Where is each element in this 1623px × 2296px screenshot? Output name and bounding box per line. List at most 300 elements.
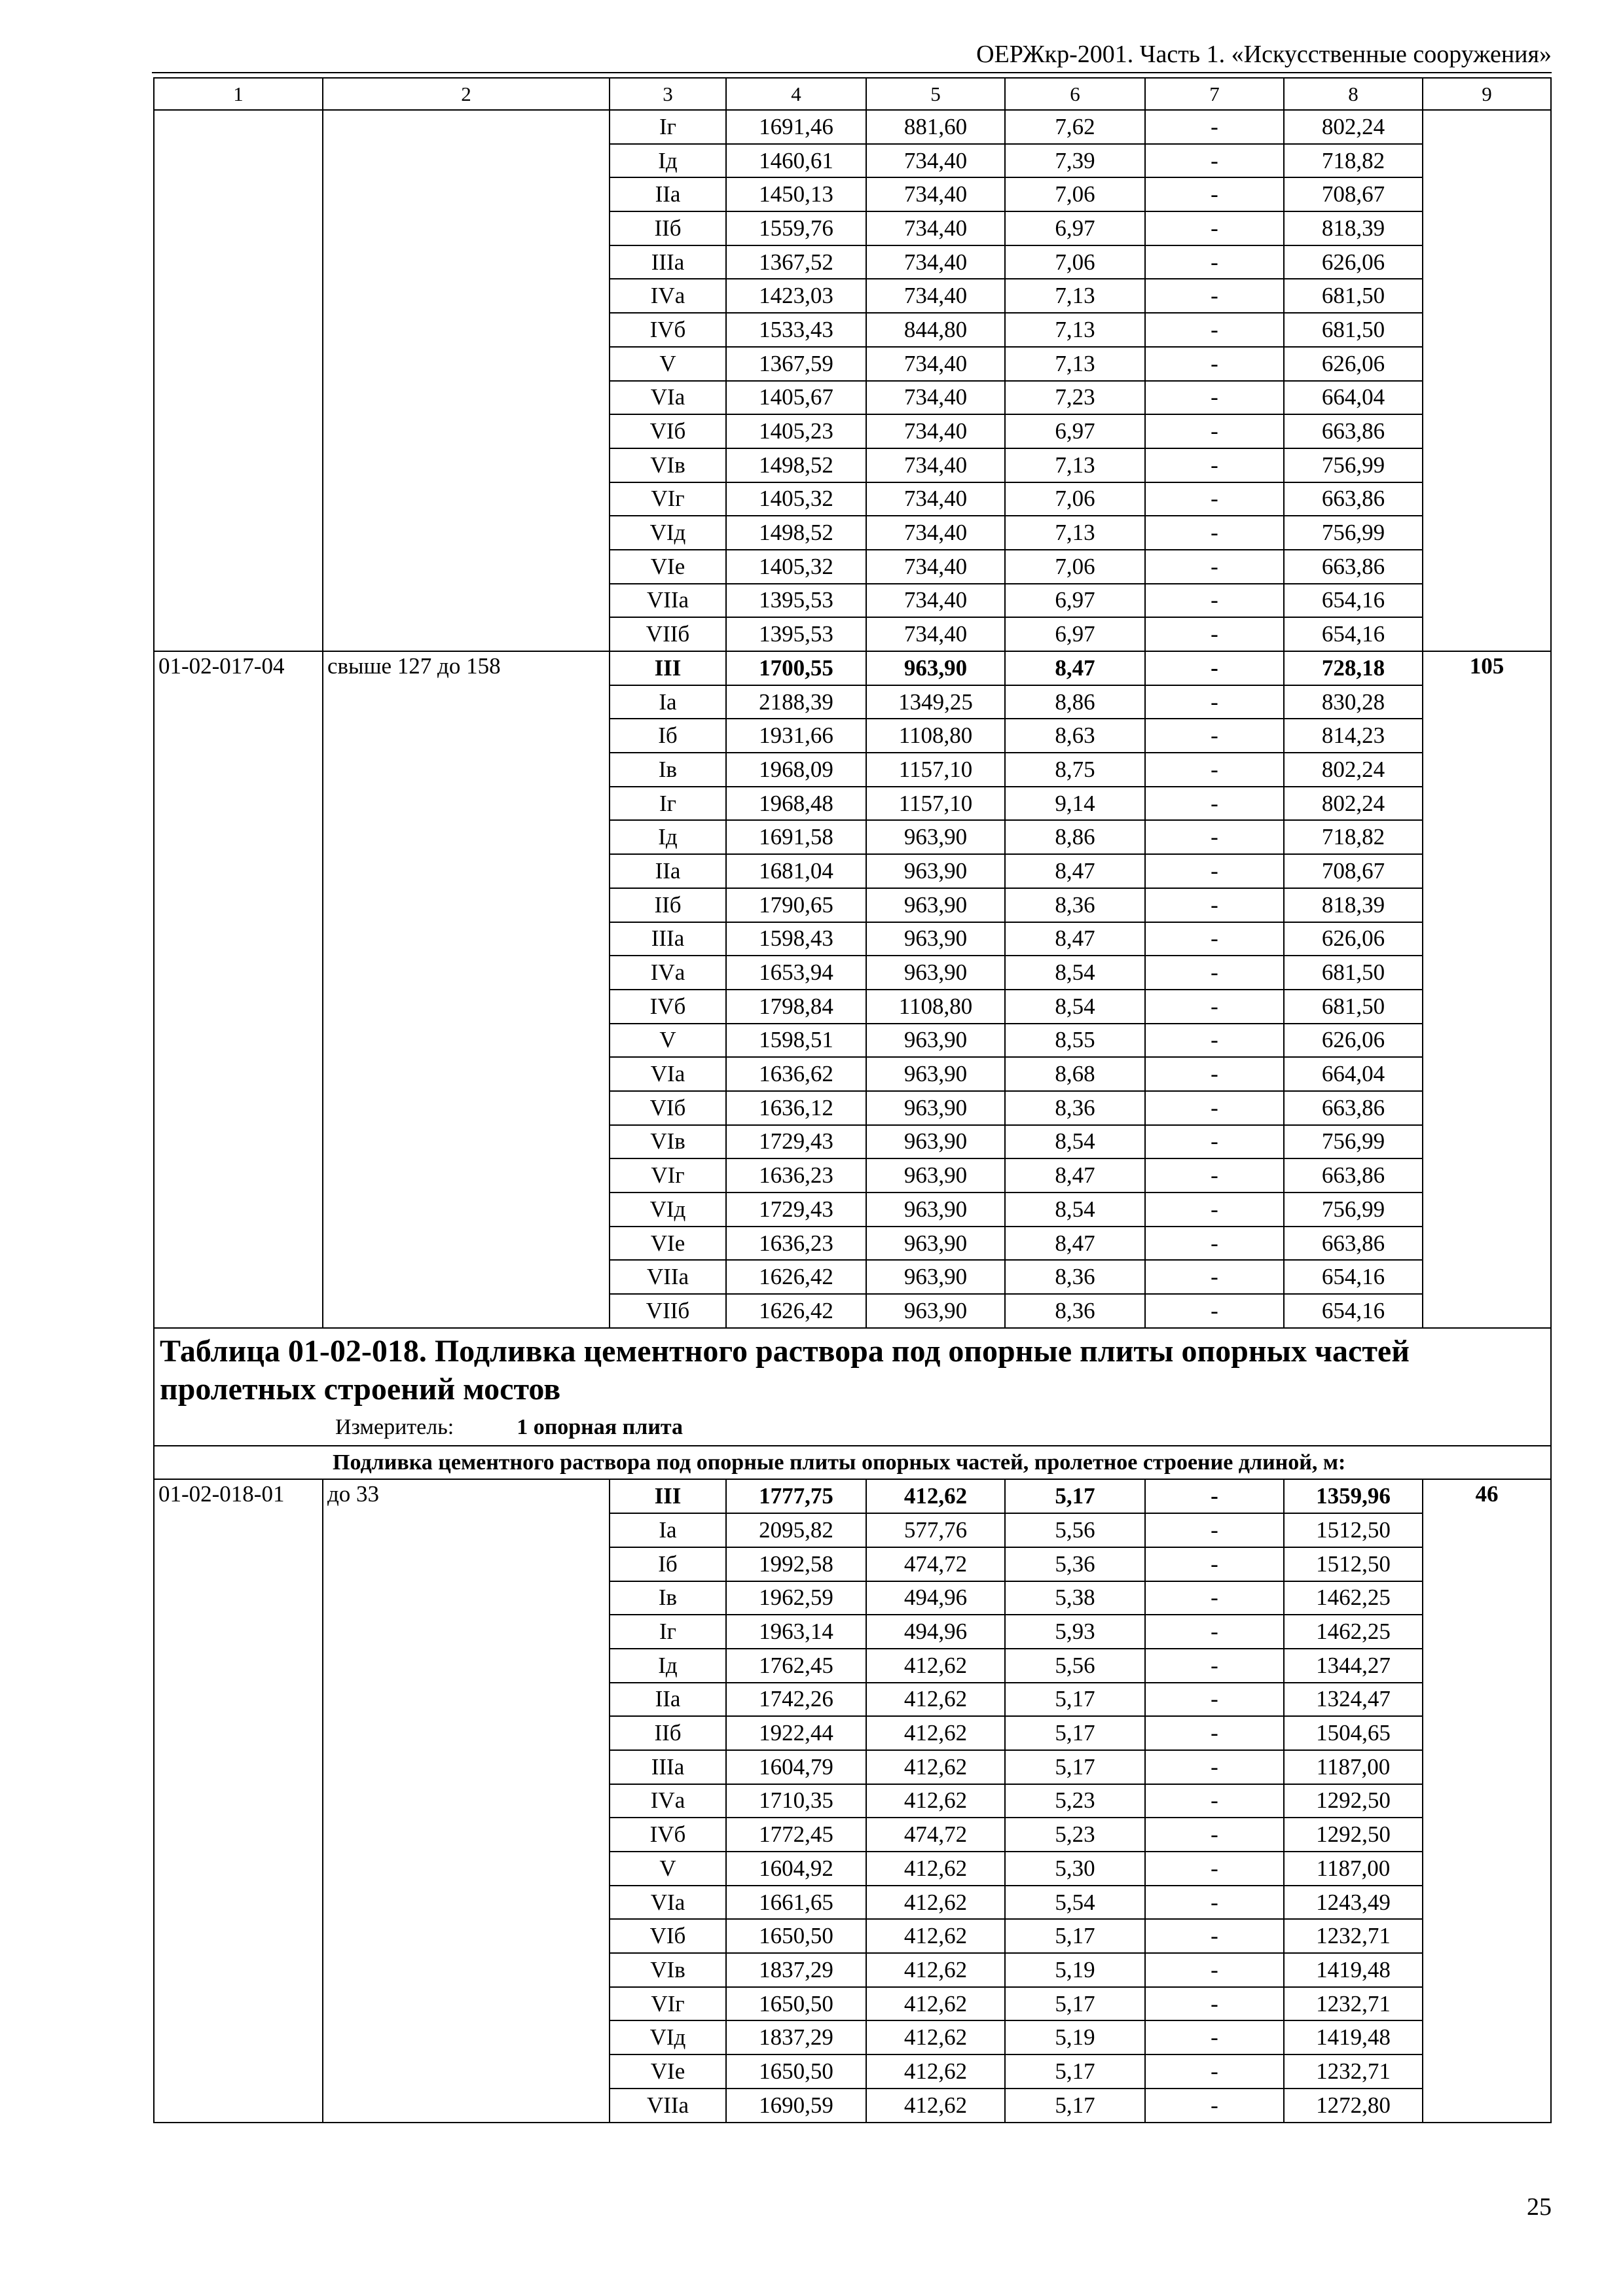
wages-cell: 1157,10 [866, 787, 1005, 821]
table-title-row [154, 1328, 1551, 1446]
materials-cell: 1462,25 [1284, 1615, 1423, 1649]
drivers-wages-cell: - [1145, 1886, 1284, 1920]
drivers-wages-cell: - [1145, 1125, 1284, 1159]
wages-cell: 412,62 [866, 1886, 1005, 1920]
drivers-wages-cell: - [1145, 617, 1284, 651]
materials-cell: 1232,71 [1284, 2054, 1423, 2089]
soil-group-cell: Iд [610, 1649, 726, 1683]
machines-cell: 5,56 [1005, 1513, 1145, 1547]
materials-cell: 663,86 [1284, 1227, 1423, 1261]
wages-cell: 412,62 [866, 1919, 1005, 1953]
table-row [154, 110, 1551, 144]
materials-cell: 1344,27 [1284, 1649, 1423, 1683]
soil-group-cell: VIIа [610, 1260, 726, 1294]
drivers-wages-cell: - [1145, 1852, 1284, 1886]
direct-cost-cell: 1604,92 [726, 1852, 866, 1886]
direct-cost-cell: 1837,29 [726, 1953, 866, 1987]
drivers-wages-cell: - [1145, 1953, 1284, 1987]
wages-cell: 412,62 [866, 2089, 1005, 2123]
direct-cost-cell: 1405,67 [726, 381, 866, 415]
soil-group-cell: VIе [610, 1227, 726, 1261]
drivers-wages-cell: - [1145, 1513, 1284, 1547]
drivers-wages-cell: - [1145, 922, 1284, 956]
direct-cost-cell: 1837,29 [726, 2020, 866, 2054]
column-number: 9 [1423, 78, 1551, 110]
direct-cost-cell: 1450,13 [726, 177, 866, 211]
drivers-wages-cell: - [1145, 651, 1284, 685]
column-number: 4 [726, 78, 866, 110]
soil-group-cell: VIг [610, 1158, 726, 1193]
materials-cell: 818,39 [1284, 888, 1423, 922]
machines-cell: 5,38 [1005, 1581, 1145, 1615]
wages-cell: 963,90 [866, 1125, 1005, 1159]
machines-cell: 8,47 [1005, 1227, 1145, 1261]
wages-cell: 963,90 [866, 1057, 1005, 1091]
direct-cost-cell: 1498,52 [726, 448, 866, 482]
materials-cell: 1272,80 [1284, 2089, 1423, 2123]
direct-cost-cell: 1729,43 [726, 1125, 866, 1159]
wages-cell: 734,40 [866, 482, 1005, 516]
drivers-wages-cell: - [1145, 584, 1284, 618]
work-description: Подливка цементного раствора под опорные плиты опорных частей, пролетное строение длиной, м: [154, 1446, 1551, 1480]
direct-cost-cell: 1604,79 [726, 1750, 866, 1784]
direct-cost-cell: 1636,23 [726, 1227, 866, 1261]
drivers-wages-cell: - [1145, 1750, 1284, 1784]
materials-cell: 663,86 [1284, 482, 1423, 516]
machines-cell: 8,55 [1005, 1024, 1145, 1058]
machines-cell: 8,86 [1005, 685, 1145, 719]
drivers-wages-cell: - [1145, 685, 1284, 719]
drivers-wages-cell: - [1145, 177, 1284, 211]
direct-cost-cell: 1636,12 [726, 1091, 866, 1125]
materials-cell: 1292,50 [1284, 1818, 1423, 1852]
machines-cell: 7,06 [1005, 550, 1145, 584]
machines-cell: 6,97 [1005, 584, 1145, 618]
workers-count-cell [1423, 110, 1551, 651]
header-rule [152, 72, 1552, 73]
wages-cell: 734,40 [866, 144, 1005, 178]
rate-code-cell [154, 110, 323, 651]
materials-cell: 1512,50 [1284, 1547, 1423, 1581]
soil-group-cell: VIIа [610, 584, 726, 618]
soil-group-cell: VIб [610, 1919, 726, 1953]
measure-unit-value: 1 опорная плита [517, 1414, 684, 1439]
span-range-cell: свыше 127 до 158 [323, 651, 610, 1328]
machines-cell: 5,30 [1005, 1852, 1145, 1886]
wages-cell: 494,96 [866, 1615, 1005, 1649]
column-number-row [154, 78, 1551, 110]
wages-cell: 577,76 [866, 1513, 1005, 1547]
soil-group-cell: IIIа [610, 922, 726, 956]
soil-group-cell: Iг [610, 1615, 726, 1649]
machines-cell: 8,36 [1005, 1091, 1145, 1125]
machines-cell: 5,54 [1005, 1886, 1145, 1920]
direct-cost-cell: 1405,32 [726, 482, 866, 516]
machines-cell: 5,17 [1005, 1919, 1145, 1953]
drivers-wages-cell: - [1145, 245, 1284, 279]
direct-cost-cell: 1790,65 [726, 888, 866, 922]
materials-cell: 654,16 [1284, 617, 1423, 651]
wages-cell: 734,40 [866, 177, 1005, 211]
machines-cell: 7,39 [1005, 144, 1145, 178]
machines-cell: 9,14 [1005, 787, 1145, 821]
table-row [154, 1479, 1551, 1513]
drivers-wages-cell: - [1145, 1158, 1284, 1193]
direct-cost-cell: 1968,48 [726, 787, 866, 821]
soil-group-cell: Iб [610, 1547, 726, 1581]
drivers-wages-cell: - [1145, 719, 1284, 753]
soil-group-cell: IIб [610, 888, 726, 922]
materials-cell: 681,50 [1284, 313, 1423, 347]
machines-cell: 5,19 [1005, 1953, 1145, 1987]
soil-group-cell: IIа [610, 1683, 726, 1717]
soil-group-cell: VIд [610, 2020, 726, 2054]
machines-cell: 7,62 [1005, 110, 1145, 144]
span-range-cell [323, 110, 610, 651]
soil-group-cell: Iв [610, 753, 726, 787]
wages-cell: 734,40 [866, 279, 1005, 313]
soil-group-cell: VIIб [610, 617, 726, 651]
direct-cost-cell: 2095,82 [726, 1513, 866, 1547]
soil-group-cell: IIа [610, 177, 726, 211]
soil-group-cell: VIIб [610, 1294, 726, 1328]
soil-group-cell: VIе [610, 550, 726, 584]
soil-group-cell: IVа [610, 956, 726, 990]
materials-cell: 802,24 [1284, 110, 1423, 144]
direct-cost-cell: 1963,14 [726, 1615, 866, 1649]
wages-cell: 963,90 [866, 1294, 1005, 1328]
machines-cell: 8,54 [1005, 956, 1145, 990]
soil-group-cell: VIв [610, 1125, 726, 1159]
direct-cost-cell: 1405,23 [726, 414, 866, 448]
materials-cell: 1232,71 [1284, 1987, 1423, 2021]
soil-group-cell: Iв [610, 1581, 726, 1615]
materials-cell: 1187,00 [1284, 1750, 1423, 1784]
column-number: 2 [323, 78, 610, 110]
materials-cell: 664,04 [1284, 1057, 1423, 1091]
direct-cost-cell: 1367,59 [726, 347, 866, 381]
drivers-wages-cell: - [1145, 482, 1284, 516]
materials-cell: 626,06 [1284, 245, 1423, 279]
soil-group-cell: VIе [610, 2054, 726, 2089]
machines-cell: 8,36 [1005, 888, 1145, 922]
materials-cell: 728,18 [1284, 651, 1423, 685]
wages-cell: 412,62 [866, 1852, 1005, 1886]
rate-code-cell: 01-02-017-04 [154, 651, 323, 1328]
soil-group-cell: V [610, 1024, 726, 1058]
direct-cost-cell: 1653,94 [726, 956, 866, 990]
drivers-wages-cell: - [1145, 381, 1284, 415]
drivers-wages-cell: - [1145, 550, 1284, 584]
drivers-wages-cell: - [1145, 1547, 1284, 1581]
soil-group-cell: Iб [610, 719, 726, 753]
soil-group-cell: VIг [610, 1987, 726, 2021]
machines-cell: 7,13 [1005, 347, 1145, 381]
drivers-wages-cell: - [1145, 1024, 1284, 1058]
materials-cell: 718,82 [1284, 820, 1423, 854]
soil-group-cell: IVб [610, 313, 726, 347]
measure-unit-line [160, 1414, 1545, 1441]
materials-cell: 681,50 [1284, 990, 1423, 1024]
materials-cell: 654,16 [1284, 584, 1423, 618]
drivers-wages-cell: - [1145, 854, 1284, 888]
machines-cell: 7,13 [1005, 516, 1145, 550]
materials-cell: 1232,71 [1284, 1919, 1423, 1953]
wages-cell: 844,80 [866, 313, 1005, 347]
wages-cell: 963,90 [866, 1260, 1005, 1294]
drivers-wages-cell: - [1145, 1987, 1284, 2021]
wages-cell: 734,40 [866, 448, 1005, 482]
direct-cost-cell: 1395,53 [726, 617, 866, 651]
direct-cost-cell: 1367,52 [726, 245, 866, 279]
soil-group-cell: III [610, 651, 726, 685]
soil-group-cell: IIб [610, 1716, 726, 1750]
soil-group-cell: VIв [610, 448, 726, 482]
materials-cell: 626,06 [1284, 347, 1423, 381]
machines-cell: 8,54 [1005, 1125, 1145, 1159]
soil-group-cell: VIб [610, 1091, 726, 1125]
drivers-wages-cell: - [1145, 820, 1284, 854]
wages-cell: 963,90 [866, 888, 1005, 922]
direct-cost-cell: 1636,62 [726, 1057, 866, 1091]
materials-cell: 1324,47 [1284, 1683, 1423, 1717]
machines-cell: 5,17 [1005, 1479, 1145, 1513]
direct-cost-cell: 1598,51 [726, 1024, 866, 1058]
wages-cell: 412,62 [866, 1750, 1005, 1784]
soil-group-cell: VIд [610, 1193, 726, 1227]
soil-group-cell: IIIа [610, 245, 726, 279]
materials-cell: 1243,49 [1284, 1886, 1423, 1920]
machines-cell: 5,17 [1005, 1716, 1145, 1750]
machines-cell: 8,54 [1005, 1193, 1145, 1227]
machines-cell: 7,06 [1005, 177, 1145, 211]
direct-cost-cell: 1962,59 [726, 1581, 866, 1615]
machines-cell: 7,13 [1005, 448, 1145, 482]
machines-cell: 8,86 [1005, 820, 1145, 854]
wages-cell: 734,40 [866, 381, 1005, 415]
soil-group-cell: Iг [610, 787, 726, 821]
drivers-wages-cell: - [1145, 1581, 1284, 1615]
direct-cost-cell: 1700,55 [726, 651, 866, 685]
materials-cell: 626,06 [1284, 922, 1423, 956]
wages-cell: 412,62 [866, 1649, 1005, 1683]
materials-cell: 663,86 [1284, 1158, 1423, 1193]
wages-cell: 1157,10 [866, 753, 1005, 787]
soil-group-cell: VIа [610, 1057, 726, 1091]
wages-cell: 963,90 [866, 854, 1005, 888]
drivers-wages-cell: - [1145, 211, 1284, 245]
wages-cell: 412,62 [866, 1784, 1005, 1818]
materials-cell: 663,86 [1284, 1091, 1423, 1125]
drivers-wages-cell: - [1145, 1193, 1284, 1227]
machines-cell: 8,75 [1005, 753, 1145, 787]
wages-cell: 474,72 [866, 1818, 1005, 1852]
direct-cost-cell: 1772,45 [726, 1818, 866, 1852]
wages-cell: 963,90 [866, 1193, 1005, 1227]
table-row [154, 651, 1551, 685]
page-number: 25 [1527, 2193, 1552, 2221]
direct-cost-cell: 1968,09 [726, 753, 866, 787]
wages-cell: 412,62 [866, 2020, 1005, 2054]
direct-cost-cell: 1691,46 [726, 110, 866, 144]
drivers-wages-cell: - [1145, 1716, 1284, 1750]
soil-group-cell: VIIа [610, 2089, 726, 2123]
wages-cell: 734,40 [866, 347, 1005, 381]
materials-cell: 1512,50 [1284, 1513, 1423, 1547]
materials-cell: 681,50 [1284, 279, 1423, 313]
soil-group-cell: VIв [610, 1953, 726, 1987]
materials-cell: 1187,00 [1284, 1852, 1423, 1886]
soil-group-cell: Iд [610, 820, 726, 854]
soil-group-cell: VIа [610, 381, 726, 415]
direct-cost-cell: 1533,43 [726, 313, 866, 347]
drivers-wages-cell: - [1145, 1615, 1284, 1649]
wages-cell: 734,40 [866, 550, 1005, 584]
machines-cell: 8,36 [1005, 1260, 1145, 1294]
wages-cell: 963,90 [866, 1227, 1005, 1261]
soil-group-cell: VIг [610, 482, 726, 516]
running-header: ОЕРЖкр-2001. Часть 1. «Искусственные сооружения» [976, 41, 1552, 68]
machines-cell: 7,06 [1005, 245, 1145, 279]
table-title: Таблица 01-02-018. Подливка цементного раствора под опорные плиты опорных частей пролетных строений мостов [160, 1333, 1410, 1407]
soil-group-cell: Iг [610, 110, 726, 144]
drivers-wages-cell: - [1145, 516, 1284, 550]
machines-cell: 8,47 [1005, 651, 1145, 685]
direct-cost-cell: 1661,65 [726, 1886, 866, 1920]
drivers-wages-cell: - [1145, 1649, 1284, 1683]
direct-cost-cell: 1636,23 [726, 1158, 866, 1193]
soil-group-cell: IVа [610, 279, 726, 313]
direct-cost-cell: 1922,44 [726, 1716, 866, 1750]
soil-group-cell: VIд [610, 516, 726, 550]
machines-cell: 8,47 [1005, 922, 1145, 956]
direct-cost-cell: 1762,45 [726, 1649, 866, 1683]
drivers-wages-cell: - [1145, 347, 1284, 381]
column-number: 1 [154, 78, 323, 110]
materials-cell: 756,99 [1284, 448, 1423, 482]
soil-group-cell: IIа [610, 854, 726, 888]
drivers-wages-cell: - [1145, 787, 1284, 821]
soil-group-cell: IIIа [610, 1750, 726, 1784]
direct-cost-cell: 1598,43 [726, 922, 866, 956]
drivers-wages-cell: - [1145, 1057, 1284, 1091]
drivers-wages-cell: - [1145, 956, 1284, 990]
drivers-wages-cell: - [1145, 414, 1284, 448]
machines-cell: 5,17 [1005, 2089, 1145, 2123]
direct-cost-cell: 1691,58 [726, 820, 866, 854]
soil-group-cell: IVб [610, 990, 726, 1024]
drivers-wages-cell: - [1145, 2020, 1284, 2054]
workers-count-cell: 105 [1423, 651, 1551, 1328]
drivers-wages-cell: - [1145, 1294, 1284, 1328]
materials-cell: 818,39 [1284, 211, 1423, 245]
materials-cell: 708,67 [1284, 854, 1423, 888]
machines-cell: 8,54 [1005, 990, 1145, 1024]
direct-cost-cell: 1626,42 [726, 1260, 866, 1294]
wages-cell: 963,90 [866, 1024, 1005, 1058]
wages-cell: 881,60 [866, 110, 1005, 144]
soil-group-cell: V [610, 1852, 726, 1886]
machines-cell: 7,13 [1005, 279, 1145, 313]
materials-cell: 663,86 [1284, 550, 1423, 584]
wages-cell: 734,40 [866, 414, 1005, 448]
materials-cell: 756,99 [1284, 516, 1423, 550]
drivers-wages-cell: - [1145, 110, 1284, 144]
materials-cell: 1462,25 [1284, 1581, 1423, 1615]
materials-cell: 718,82 [1284, 144, 1423, 178]
soil-group-cell: IVб [610, 1818, 726, 1852]
wages-cell: 963,90 [866, 956, 1005, 990]
direct-cost-cell: 1992,58 [726, 1547, 866, 1581]
drivers-wages-cell: - [1145, 2089, 1284, 2123]
machines-cell: 5,19 [1005, 2020, 1145, 2054]
materials-cell: 1292,50 [1284, 1784, 1423, 1818]
direct-cost-cell: 1650,50 [726, 2054, 866, 2089]
materials-cell: 1419,48 [1284, 1953, 1423, 1987]
direct-cost-cell: 1498,52 [726, 516, 866, 550]
direct-cost-cell: 1681,04 [726, 854, 866, 888]
soil-group-cell: VIб [610, 414, 726, 448]
materials-cell: 756,99 [1284, 1193, 1423, 1227]
wages-cell: 963,90 [866, 1158, 1005, 1193]
wages-cell: 412,62 [866, 1683, 1005, 1717]
drivers-wages-cell: - [1145, 1818, 1284, 1852]
machines-cell: 6,97 [1005, 211, 1145, 245]
machines-cell: 5,36 [1005, 1547, 1145, 1581]
direct-cost-cell: 1423,03 [726, 279, 866, 313]
materials-cell: 708,67 [1284, 177, 1423, 211]
drivers-wages-cell: - [1145, 1683, 1284, 1717]
wages-cell: 412,62 [866, 1716, 1005, 1750]
machines-cell: 7,23 [1005, 381, 1145, 415]
direct-cost-cell: 1742,26 [726, 1683, 866, 1717]
drivers-wages-cell: - [1145, 1784, 1284, 1818]
column-number: 3 [610, 78, 726, 110]
materials-cell: 802,24 [1284, 787, 1423, 821]
direct-cost-cell: 1650,50 [726, 1987, 866, 2021]
drivers-wages-cell: - [1145, 279, 1284, 313]
machines-cell: 6,97 [1005, 414, 1145, 448]
machines-cell: 5,17 [1005, 1987, 1145, 2021]
wages-cell: 963,90 [866, 651, 1005, 685]
wages-cell: 412,62 [866, 1479, 1005, 1513]
machines-cell: 5,23 [1005, 1818, 1145, 1852]
soil-group-cell: Iа [610, 1513, 726, 1547]
machines-cell: 5,93 [1005, 1615, 1145, 1649]
wages-cell: 412,62 [866, 1987, 1005, 2021]
wages-cell: 734,40 [866, 617, 1005, 651]
drivers-wages-cell: - [1145, 1260, 1284, 1294]
soil-group-cell: Iд [610, 144, 726, 178]
materials-cell: 1419,48 [1284, 2020, 1423, 2054]
direct-cost-cell: 1650,50 [726, 1919, 866, 1953]
drivers-wages-cell: - [1145, 753, 1284, 787]
column-number: 6 [1005, 78, 1145, 110]
materials-cell: 1359,96 [1284, 1479, 1423, 1513]
machines-cell: 6,97 [1005, 617, 1145, 651]
wages-cell: 494,96 [866, 1581, 1005, 1615]
soil-group-cell: Iа [610, 685, 726, 719]
direct-cost-cell: 1777,75 [726, 1479, 866, 1513]
drivers-wages-cell: - [1145, 1091, 1284, 1125]
drivers-wages-cell: - [1145, 144, 1284, 178]
direct-cost-cell: 1460,61 [726, 144, 866, 178]
drivers-wages-cell: - [1145, 990, 1284, 1024]
direct-cost-cell: 1405,32 [726, 550, 866, 584]
wages-cell: 963,90 [866, 922, 1005, 956]
wages-cell: 734,40 [866, 584, 1005, 618]
wages-cell: 412,62 [866, 2054, 1005, 2089]
